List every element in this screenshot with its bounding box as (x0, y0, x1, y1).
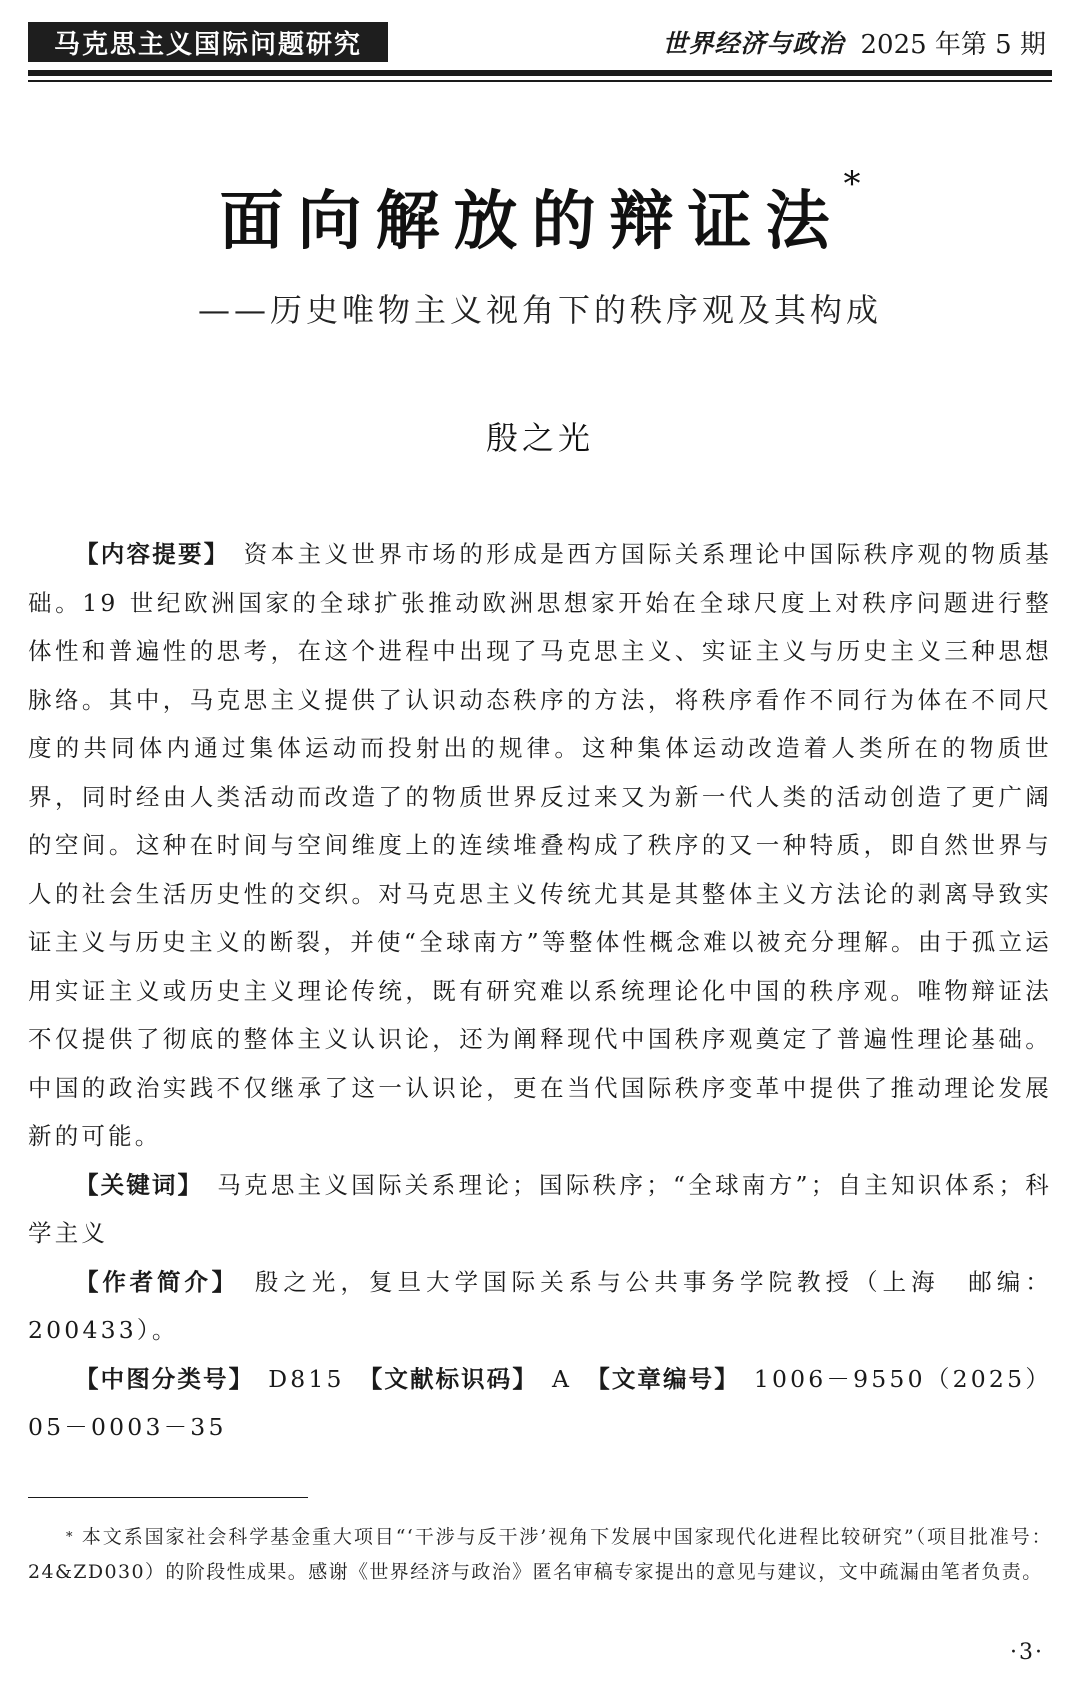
column-name: 马克思主义国际问题研究 (53, 29, 362, 60)
keywords-text: 马克思主义国际关系理论；国际秩序；“全球南方”；自主知识体系；科学主义 (28, 1170, 1053, 1247)
clc-label: 【中图分类号】 (75, 1364, 255, 1393)
classification (28, 1355, 1052, 1452)
journal-logo: 世界经济与政治 (662, 29, 845, 58)
author-bio (28, 1258, 1052, 1355)
front-matter (28, 530, 1052, 1452)
footnote-mark: * (66, 1530, 74, 1545)
footnote (28, 1520, 1052, 1590)
article-number-label: 【文章编号】 (586, 1364, 740, 1393)
footnote-text: 本文系国家社会科学基金重大项目“‘干涉与反干涉’视角下发展中国家现代化进程比较研究”（项目批准号：24&ZD030）的阶段性成果。感谢《世界经济与政治》匿名审稿专家提出的意见与建议，文中疏漏由笔者负责。 (28, 1526, 1052, 1583)
footnote-divider (28, 1497, 308, 1498)
keywords-label: 【关键词】 (75, 1170, 204, 1199)
article-author: 殷之光 (485, 419, 594, 457)
journal-header (662, 24, 1046, 60)
page-number: ·3· (1010, 1640, 1044, 1665)
title-text: 面向解放的辩证法 (219, 184, 844, 259)
bio-label: 【作者简介】 (75, 1267, 240, 1296)
clc-value: D815 (268, 1364, 345, 1393)
doc-code-value: A (551, 1364, 573, 1393)
doc-code-label: 【文献标识码】 (358, 1364, 538, 1393)
article-number-value: 1006－9550（2025）05－0003－35 (28, 1364, 1053, 1441)
column-badge (28, 22, 388, 62)
abstract-label: 【内容提要】 (75, 540, 230, 568)
title-footnote-mark: * (843, 164, 861, 204)
bio-text: 殷之光，复旦大学国际关系与公共事务学院教授（上海 邮编：200433）。 (28, 1267, 1052, 1344)
article-subtitle: ——历史唯物主义视角下的秩序观及其构成 (197, 291, 882, 329)
article-title (0, 164, 1080, 262)
abstract (28, 530, 1052, 1161)
issue-label: 2025 年第 5 期 (860, 29, 1046, 60)
header-rule-thick (28, 70, 1052, 76)
header-rule-thin (28, 80, 1052, 82)
keywords (28, 1161, 1052, 1258)
abstract-text: 资本主义世界市场的形成是西方国际关系理论中国际秩序观的物质基础。19 世纪欧洲国家的全球扩张推动欧洲思想家开始在全球尺度上对秩序问题进行整体性和普遍性的思考，在这个进程中出现了马克思主义、实证主义与历史主义三种思想脉络。其中，马克思主义提供了认识动态秩序的方法，将秩序看作不同行为体在不同尺度的共同体内通过集体运动而投射出的规律。这种集体运动改造着人类所在的物质世界，同时经由人类活动而改造了的物质世界反过来又为新一代人类的活动创造了更广阔的空间。这种在时间与空间维度上的连续堆叠构成了秩序的又一种特质，即自然世界与人的社会生活历史性的交织。对马克思主义传统尤其是其整体主义方法论的剥离导致实证主义与历史主义的断裂，并使“全球南方”等整体性概念难以被充分理解。由于孤立运用实证主义或历史主义理论传统，既有研究难以系统理论化中国的秩序观。唯物辩证法不仅提供了彻底的整体主义认识论，还为阐释现代中国秩序观奠定了普遍性理论基础。中国的政治实践不仅继承了这一认识论，更在当代国际秩序变革中提供了推动理论发展新的可能。 (28, 540, 1052, 1150)
